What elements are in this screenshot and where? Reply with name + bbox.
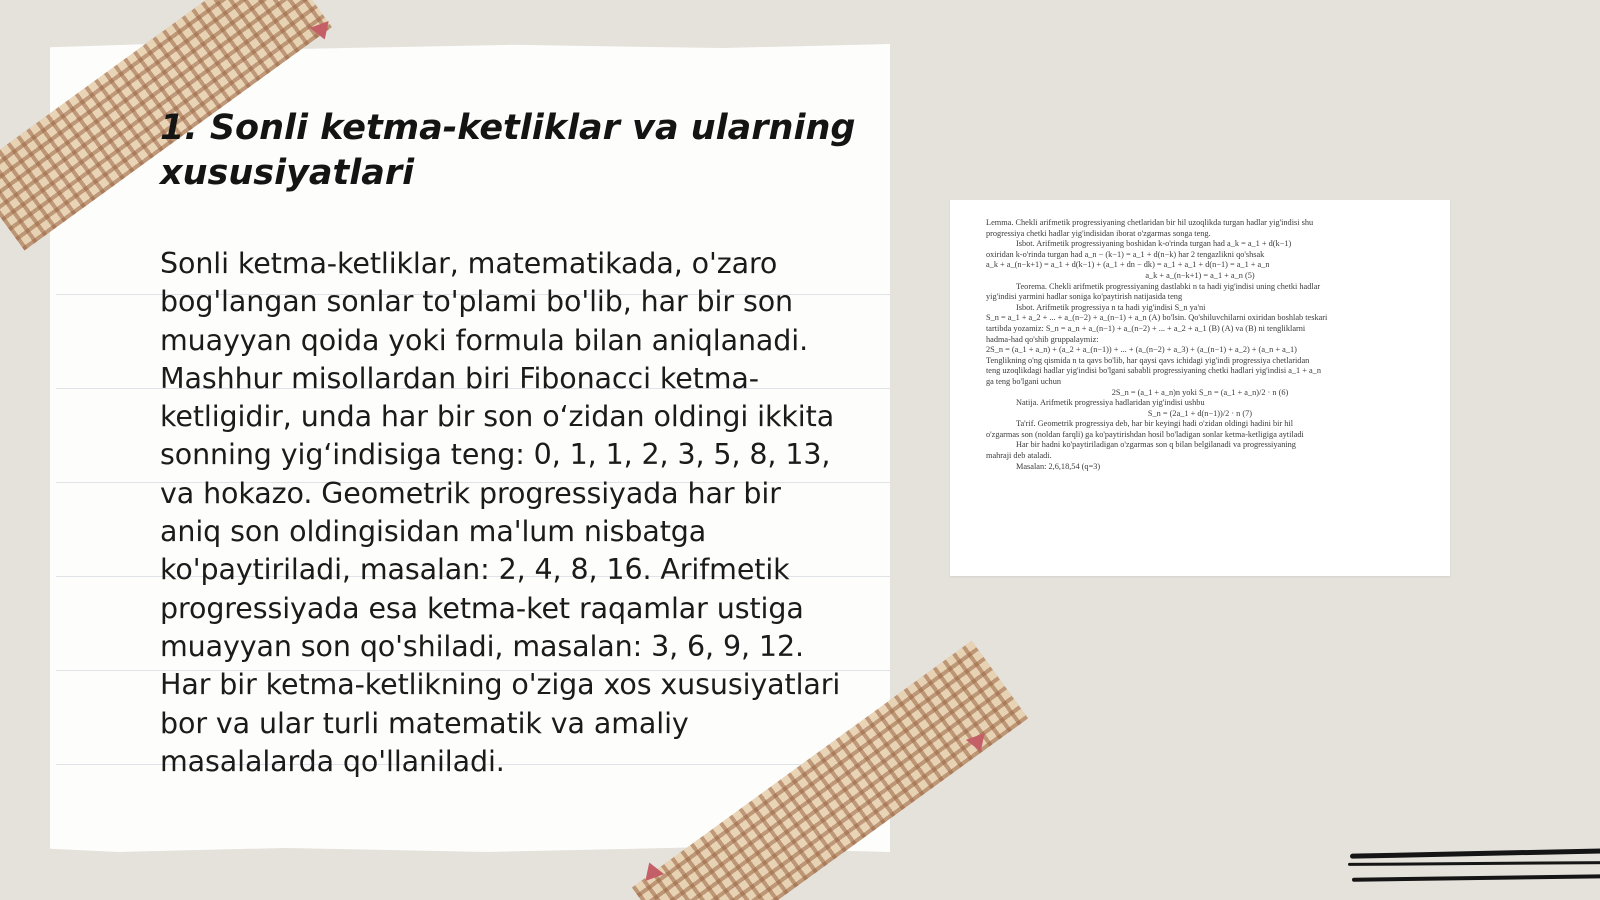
decorative-stroke	[1350, 848, 1600, 858]
document-line: teng uzoqlikdagi hadlar yig'indisi bo'lgani sababli progressiyaning chetki hadlari yig'indisi a_1 + a_n	[986, 366, 1321, 376]
document-line: Ta'rif. Geometrik progressiya deb, har bir keyingi hadi o'zidan oldingi hadini bir hil	[1016, 419, 1294, 429]
document-line: a_k + a_(n−k+1) = a_1 + a_n (5)	[1145, 270, 1255, 280]
document-line: yig'indisi yarmini hadlar soniga ko'paytirish natijasida teng	[986, 292, 1183, 302]
document-line: oxiridan k-o'rinda turgan had a_n − (k−1) = a_1 + d(n−k) har 2 tengazlikni qo'shsak	[986, 249, 1265, 259]
document-line: Isbot. Arifmetik progressiya n ta hadi yig'indisi S_n ya'ni	[1016, 302, 1206, 312]
document-line: Har bir hadni ko'paytiriladigan o'zgarmas son q bilan belgilanadi va progressiyaning	[1016, 440, 1296, 450]
document-line: 2S_n = (a_1 + a_n) + (a_2 + a_(n−1)) + ... + (a_(n−2) + a_3) + (a_(n−1) + a_2) + (a_n + a_1)	[986, 345, 1297, 355]
document-line: o'zgarmas son (noldan farqli) ga ko'paytirishdan hosil bo'ladigan sonlar ketma-ketligiga aytiladi	[986, 429, 1304, 439]
document-line: tartibda yozamiz: S_n = a_n + a_(n−1) + a_(n−2) + ... + a_2 + a_1 (B) (A) va (B) ni tengliklarni	[986, 323, 1306, 333]
document-line: Natija. Arifmetik progressiya hadlaridan yig'indisi ushbu	[1016, 398, 1205, 408]
document-line: Teorema. Chekli arifmetik progressiyaning dastlabki n ta hadi yig'indisi uning chetki hadlar	[1016, 281, 1321, 291]
document-line: S_n = (2a_1 + d(n−1))/2 · n (7)	[1147, 408, 1253, 418]
decorative-stroke	[1352, 874, 1600, 882]
document-line: 2S_n = (a_1 + a_n)n yoki S_n = (a_1 + a_n)/2 · n (6)	[1111, 387, 1289, 397]
document-line: hadma-had qo'shib gruppalaymiz:	[986, 334, 1099, 344]
document-line: mahraji deb ataladi.	[986, 451, 1052, 461]
slide-body-text: Sonli ketma-ketliklar, matematikada, o'zaro bog'langan sonlar to'plami bo'lib, har bir son muayyan qoida yoki formula bilan aniqlanadi. Mashhur misollardan biri Fibonacci ketma-ketligidir, unda har bir son o‘zidan oldingi ikkita sonning yig‘indisiga teng: 0, 1, 1, 2, 3, 5, 8, 13, va hokazo. Geometrik progressiyada har bir aniq son oldingisidan ma'lum nisbatga ko'paytiriladi, masalan: 2, 4, 8, 16. Arifmetik progressiyada esa ketma-ket raqamlar ustiga muayyan son qo'shiladi, masalan: 3, 6, 9, 12. Har bir ketma-ketlikning o'ziga xos xususiyatlari bor va ular turli matematik va amaliy masalalarda qo'llaniladi.	[160, 247, 841, 778]
document-line: Masalan: 2,6,18,54 (q=3)	[1016, 461, 1101, 471]
slide-title: 1. Sonli ketma-ketliklar va ularning xususiyatlari	[160, 108, 856, 193]
document-line: progressiya chetki hadlar yig'indisidan iborat o'zgarmas songa teng.	[986, 228, 1211, 238]
document-line: ga teng bo'lgani uchun	[986, 376, 1061, 386]
document-line: Isbot. Arifmetik progressiyaning boshidan k-o'rinda turgan had a_k = a_1 + d(k−1)	[1016, 239, 1292, 249]
decorative-stroke	[1348, 861, 1600, 866]
document-image	[950, 200, 1450, 576]
document-line: Lemma. Chekli arifmetik progressiyaning chetlaridan bir hil uzoqlikda turgan hadlar yig'indisi shu	[986, 218, 1314, 227]
document-line: a_k + a_(n−k+1) = a_1 + d(k−1) + (a_1 + dn − dk) = a_1 + a_1 + d(n−1) = a_1 + a_n	[986, 260, 1270, 270]
document-line: Tenglikning o'ng qismida n ta qavs bo'lib, har qaysi qavs ichidagi yig'indi progressiya chetlaridan	[986, 355, 1310, 365]
document-line: S_n = a_1 + a_2 + ... + a_(n−2) + a_(n−1) + a_n (A) bo'lsin. Qo'shiluvchilarni oxiridan boshlab teskari	[986, 313, 1328, 323]
